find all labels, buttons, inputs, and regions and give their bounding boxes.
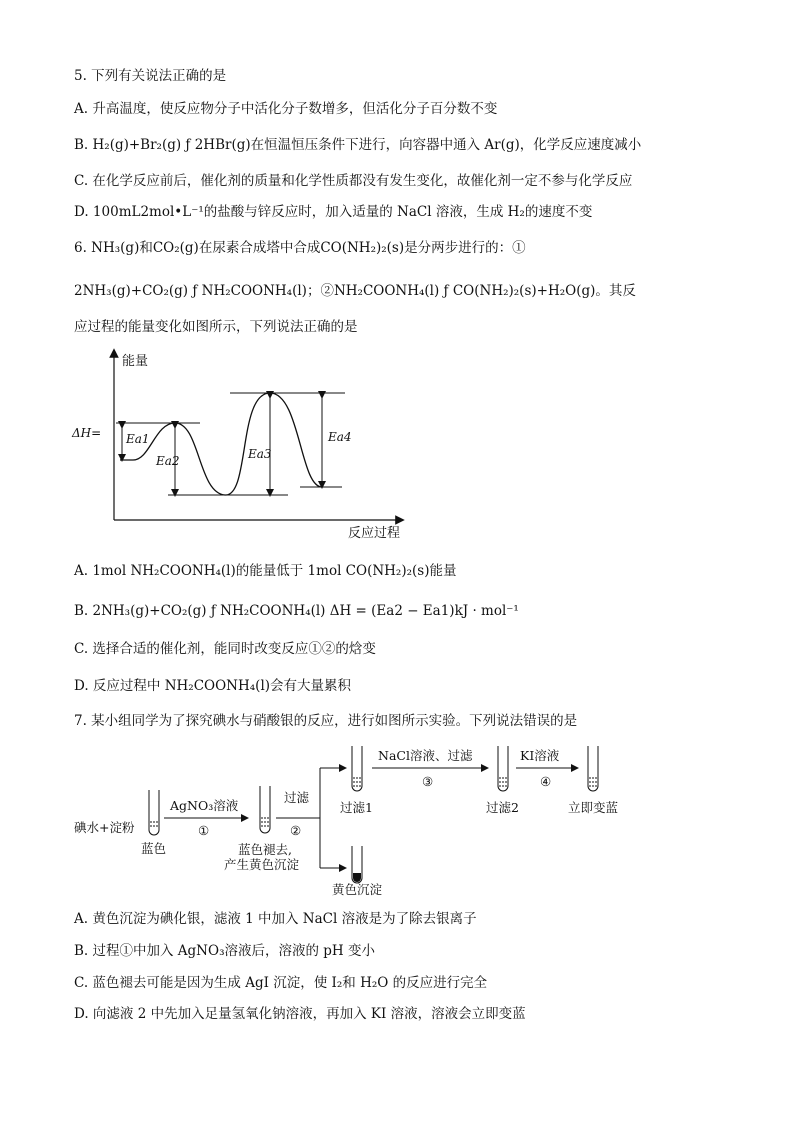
test-tube-2 (260, 786, 270, 833)
q6-option-b: B. 2NH₃(g)+CO₂(g) ƒ NH₂COONH₄(l) ΔH = (Ea2 − Ea1)kJ · mol⁻¹ (74, 603, 519, 619)
filtrate2-label: 过滤2 (486, 800, 519, 815)
ea1-label: Ea1 (126, 432, 150, 446)
x-axis-label: 反应过程 (348, 526, 401, 541)
q6-stem-line1: 6. NH₃(g)和CO₂(g)在尿素合成塔中合成CO(NH₂)₂(s)是分两步进行的：① (74, 240, 526, 256)
test-tube-filtrate1 (352, 746, 362, 791)
start-color-label: 蓝色 (141, 841, 167, 856)
result-label: 立即变蓝 (568, 800, 619, 815)
start-label: 碘水+淀粉 (74, 820, 135, 835)
step3-reagent: NaCl溶液、过滤 (378, 748, 473, 763)
q7-option-c: C. 蓝色褪去可能是因为生成 AgI 沉淀，使 I₂和 H₂O 的反应进行完全 (74, 975, 488, 991)
q7-stem: 7. 某小组同学为了探究碘水与硝酸银的反应，进行如图所示实验。下列说法错误的是 (74, 713, 578, 729)
step1-number: ① (198, 823, 210, 838)
test-tube-filtrate2 (498, 746, 508, 791)
q6-stem-line3: 应过程的能量变化如图所示，下列说法正确的是 (74, 319, 358, 335)
step1-reagent: AgNO₃溶液 (170, 798, 239, 813)
q5-option-b: B. H₂(g)+Br₂(g) ƒ 2HBr(g)在恒温恒压条件下进行，向容器中通入 Ar(g)，化学反应速度减小 (74, 137, 642, 153)
step4-number: ④ (540, 774, 552, 789)
step2-reagent: 过滤 (284, 790, 310, 805)
ea2-label: Ea2 (156, 454, 180, 468)
y-axis-label: 能量 (122, 354, 149, 369)
filtrate1-label: 过滤1 (340, 800, 373, 815)
precipitate-label: 黄色沉淀 (332, 882, 383, 897)
q5-option-c: C. 在化学反应前后，催化剂的质量和化学性质都没有发生变化，故催化剂一定不参与化学反应 (74, 173, 633, 189)
q5-option-a: A. 升高温度，使反应物分子中活化分子数增多，但活化分子百分数不变 (74, 101, 498, 117)
q6-stem-line2: 2NH₃(g)+CO₂(g) ƒ NH₂COONH₄(l)；②NH₂COONH₄(l) ƒ CO(NH₂)₂(s)+H₂O(g)。其反 (74, 283, 636, 299)
energy-profile-diagram (60, 345, 430, 545)
tube2-note-line1: 蓝色褪去, (238, 842, 292, 857)
q6-option-a: A. 1mol NH₂COONH₄(l)的能量低于 1mol CO(NH₂)₂(s)能量 (74, 563, 457, 579)
q7-option-d: D. 向滤液 2 中先加入足量氢氧化钠溶液，再加入 KI 溶液，溶液会立即变蓝 (74, 1006, 526, 1022)
step3-number: ③ (422, 774, 434, 789)
step2-number: ② (290, 823, 302, 838)
experiment-flow-diagram (66, 738, 646, 903)
ea3-label: Ea3 (248, 447, 272, 461)
tube2-note-line2: 产生黄色沉淀 (224, 857, 300, 872)
energy-curve (120, 393, 322, 495)
test-tube-1 (149, 790, 159, 835)
q6-option-d: D. 反应过程中 NH₂COONH₄(l)会有大量累积 (74, 678, 352, 694)
q5-option-d: D. 100mL2mol•L⁻¹的盐酸与锌反应时，加入适量的 NaCl 溶液，生成 H₂的速度不变 (74, 204, 593, 220)
step4-reagent: KI溶液 (520, 748, 560, 763)
ea4-label: Ea4 (328, 430, 352, 444)
delta-h-label: ΔH= (72, 426, 102, 440)
q7-option-a: A. 黄色沉淀为碘化银，滤液 1 中加入 NaCl 溶液是为了除去银离子 (74, 911, 477, 927)
q7-option-b: B. 过程①中加入 AgNO₃溶液后，溶液的 pH 变小 (74, 943, 375, 959)
test-tube-precipitate (352, 846, 362, 883)
test-tube-result (588, 746, 598, 791)
q5-stem: 5. 下列有关说法正确的是 (74, 68, 227, 84)
q6-option-c: C. 选择合适的催化剂，能同时改变反应①②的焓变 (74, 641, 376, 657)
